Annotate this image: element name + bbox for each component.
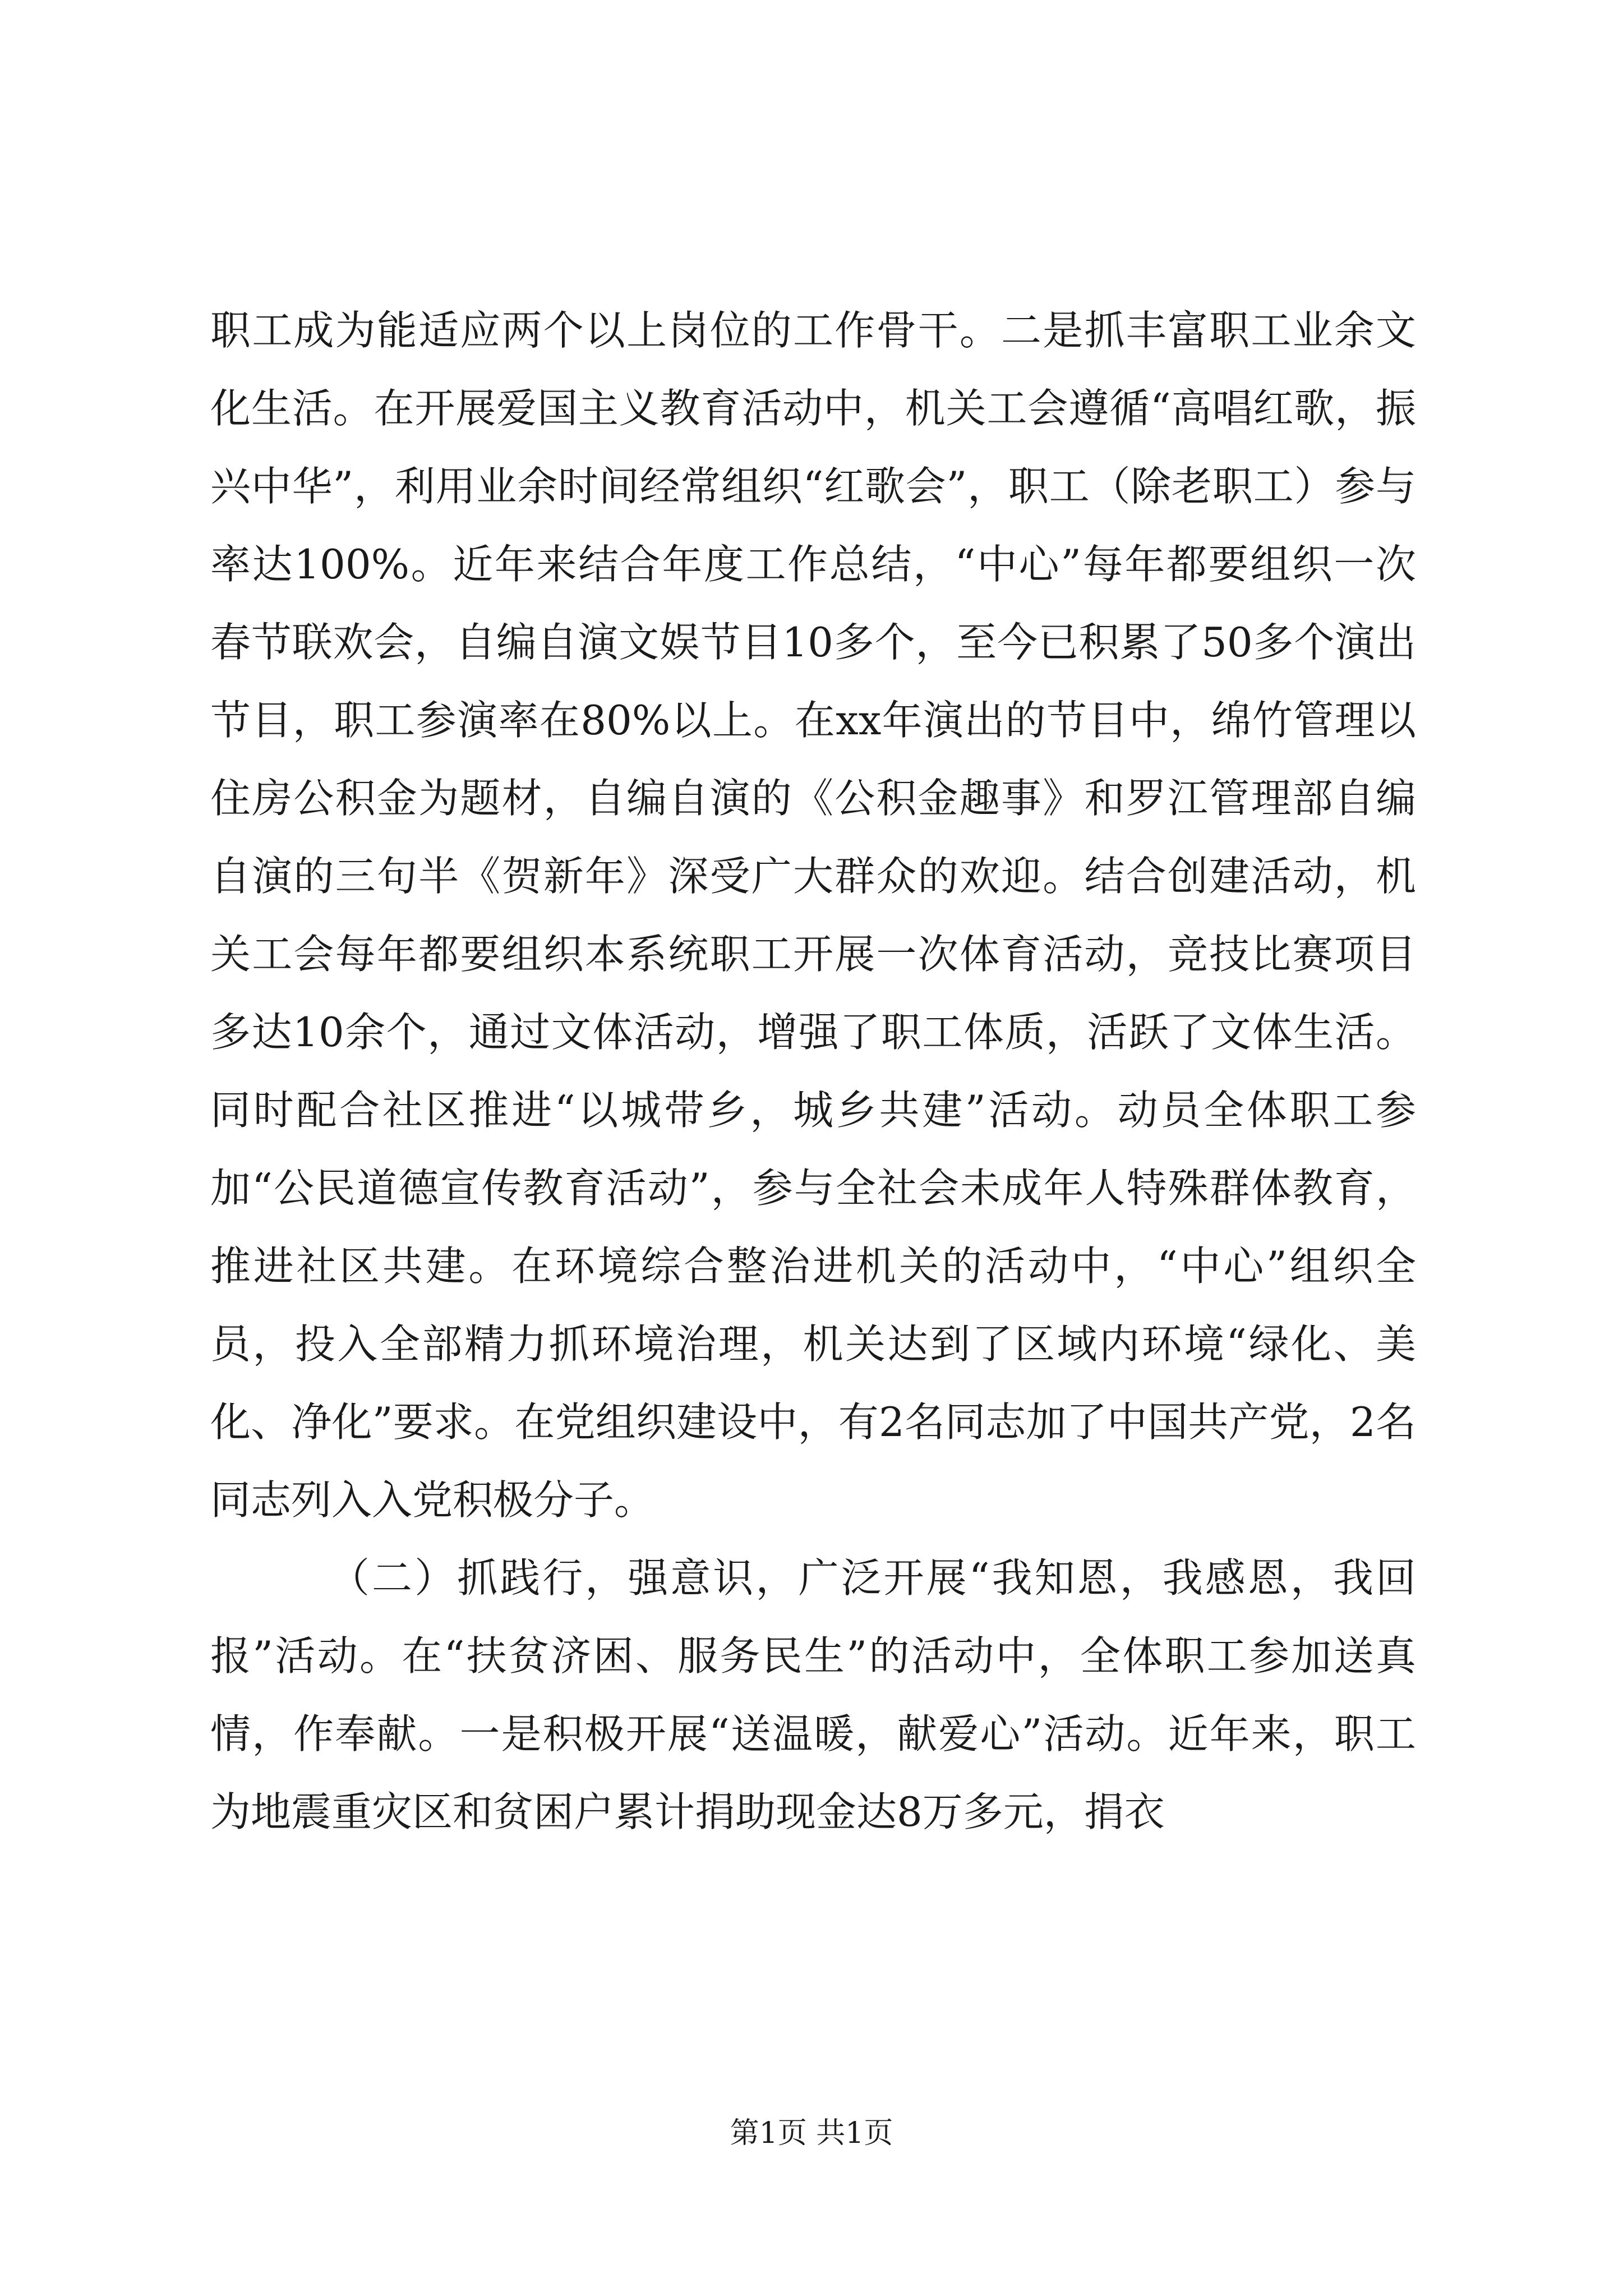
page-footer: 第1页 共1页 [730,2116,893,2150]
document-body [210,292,1416,1851]
body-paragraph-2: （二）抓践行，强意识，广泛开展“我知恩，我感恩，我回报”活动。在“扶贫济困、服务民生”的活动中，全体职工参加送真情，作奉献。一是积极开展“送温暖，献爱心”活动。近年来，职工为地震重灾区和贫困户累计捐助现金达8万多元，捐衣 [210,1554,1416,1835]
body-paragraph-1: 职工成为能适应两个以上岗位的工作骨干。二是抓丰富职工业余文化生活。在开展爱国主义教育活动中，机关工会遵循“高唱红歌，振兴中华”，利用业余时间经常组织“红歌会”，职工（除老职工）参与率达100%。近年来结合年度工作总结，“中心”每年都要组织一次春节联欢会，自编自演文娱节目10多个，至今已积累了50多个演出节目，职工参演率在80%以上。在xx年演出的节目中，绵竹管理以住房公积金为题材，自编自演的《公积金趣事》和罗江管理部自编自演的三句半《贺新年》深受广大群众的欢迎。结合创建活动，机关工会每年都要组织本系统职工开展一次体育活动，竞技比赛项目多达10余个，通过文体活动，增强了职工体质，活跃了文体生活。同时配合社区推进“以城带乡，城乡共建”活动。动员全体职工参加“公民道德宣传教育活动”，参与全社会未成年人特殊群体教育，推进社区共建。在环境综合整治进机关的活动中，“中心”组织全员，投入全部精力抓环境治理，机关达到了区域内环境“绿化、美化、净化”要求。在党组织建设中，有2名同志加了中国共产党，2名同志列入入党积极分子。 [210,307,1416,1524]
